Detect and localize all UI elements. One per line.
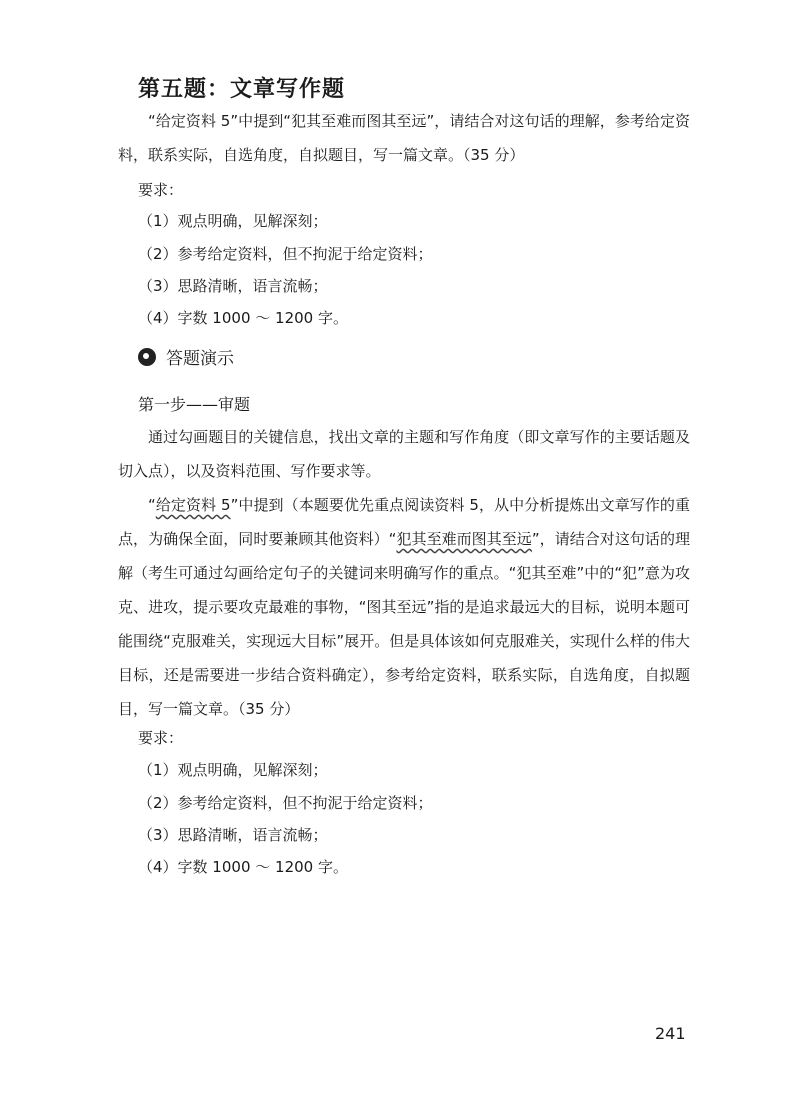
paragraph-text: “ xyxy=(148,496,156,514)
highlighted-keyword: 犯其至难而图其至远 xyxy=(396,530,532,548)
requirement-item: （1）观点明确，见解深刻； xyxy=(138,212,328,230)
answer-requirement-item: （3）思路清晰，语言流畅； xyxy=(138,826,328,844)
answer-heading-text: 答题演示 xyxy=(166,349,234,369)
requirement-item: （3）思路清晰，语言流畅； xyxy=(138,277,328,295)
paragraph-text: ”，请结合对这句话的理解（考生可通过勾画给定句子的关键词来明确写作的重点。“犯其至难”中的“犯”意为攻克、进攻，提示要攻克最难的事物，“图其至远”指的是追求最远大的目标，说明本题可能围绕“克服难关，实现远大目标”展开。但是具体该如何克服难关，实现什么样的伟大目标，还是需要进一步结合资料确定），参考给定资料，联系实际，自选角度，自拟题目，写一篇文章。（35 分） xyxy=(118,530,690,718)
paragraph-text: ”中提到（本题要优先重点阅读资料 5，从中分析提炼出文章写作的重点，为确保全面，同时要兼顾其他资料）“ xyxy=(118,496,691,548)
answer-requirement-item: （2）参考给定资料，但不拘泥于给定资料； xyxy=(138,794,433,812)
question-prompt: “给定资料 5”中提到“犯其至难而图其至远”，请结合对这句话的理解，参考给定资料，联系实际，自选角度，自拟题目，写一篇文章。（35 分） xyxy=(118,112,690,164)
answer-section-heading xyxy=(138,344,234,369)
answer-requirement-item: （1）观点明确，见解深刻； xyxy=(138,761,328,779)
page-number: 241 xyxy=(655,1024,686,1043)
requirement-item: （2）参考给定资料，但不拘泥于给定资料； xyxy=(138,245,433,263)
answer-requirements-heading: 要求： xyxy=(138,729,184,747)
answer-paragraph-1: 通过勾画题目的关键信息，找出文章的主题和写作角度（即文章写作的主要话题及切入点），以及资料范围、写作要求等。 xyxy=(118,428,690,480)
highlighted-keyword: 给定资料 5 xyxy=(155,496,231,514)
answer-requirement-item: （4）字数 1000 ～ 1200 字。 xyxy=(138,858,348,876)
answer-paragraph-2 xyxy=(118,488,690,726)
step-heading: 第一步——审题 xyxy=(138,395,251,414)
requirements-heading: 要求： xyxy=(138,181,184,199)
question-title: 第五题：文章写作题 xyxy=(138,77,346,102)
gear-icon xyxy=(138,348,156,366)
requirement-item: （4）字数 1000 ～ 1200 字。 xyxy=(138,309,348,327)
